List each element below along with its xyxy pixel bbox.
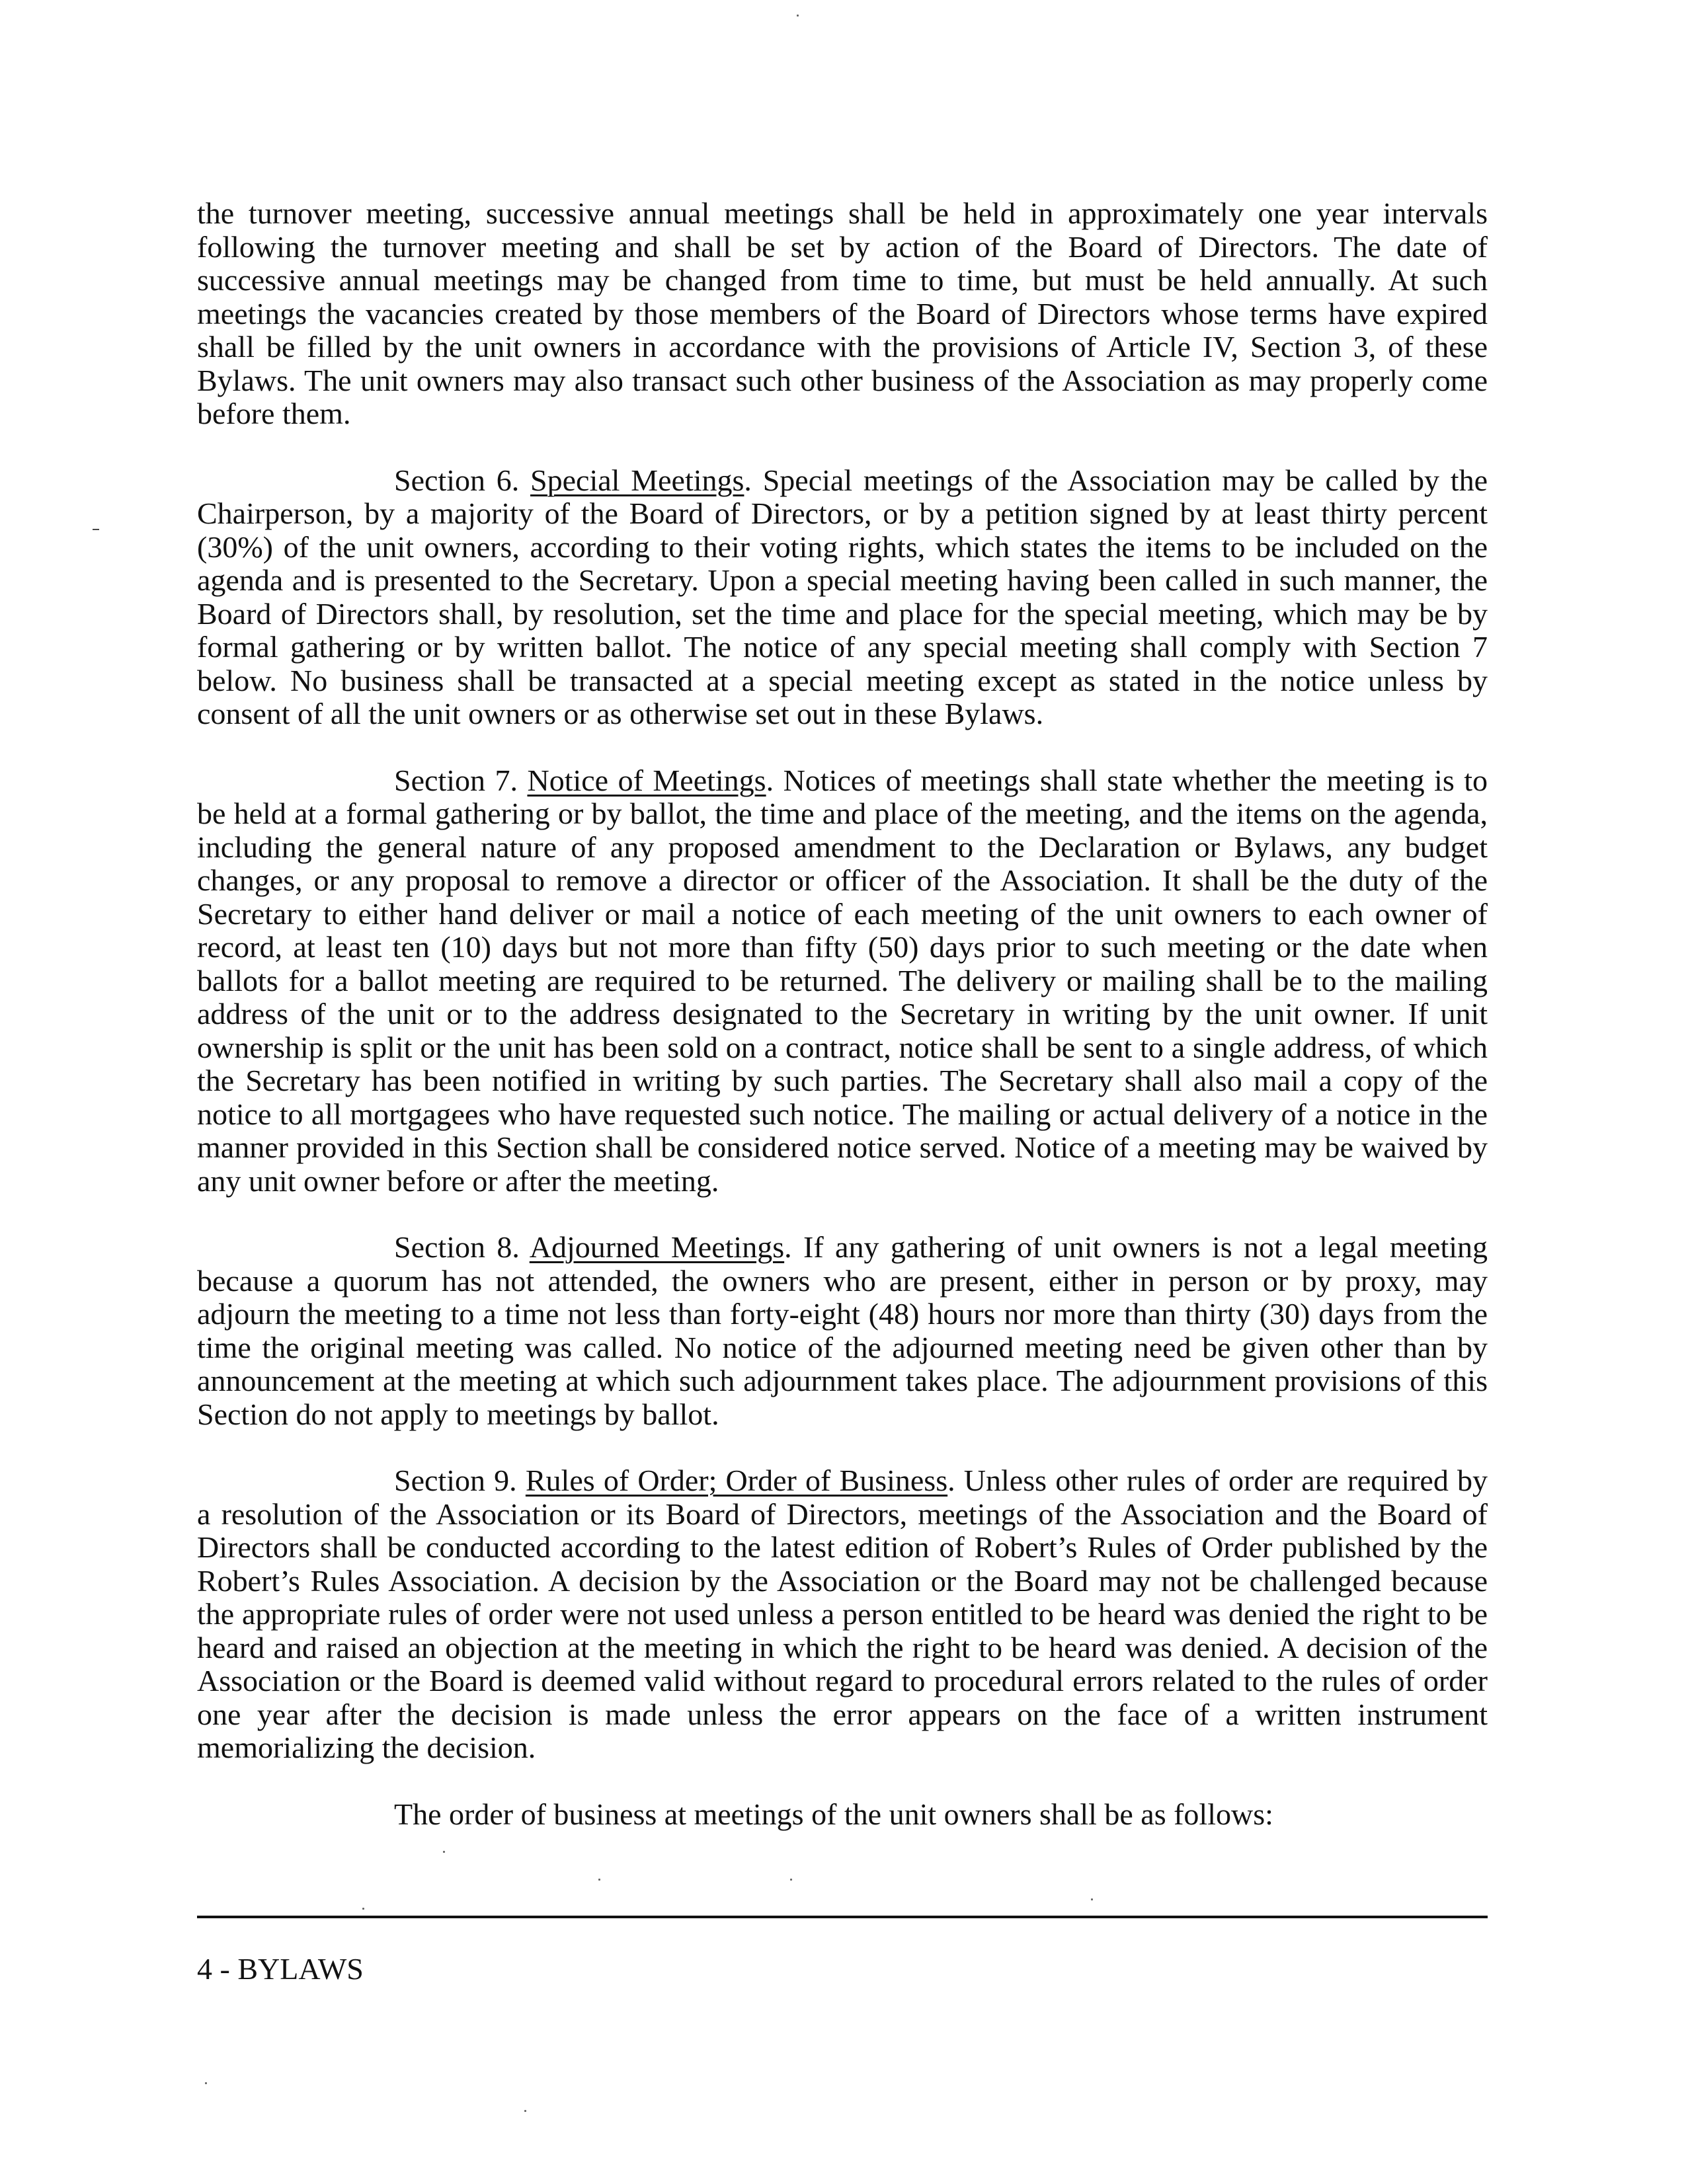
section-heading: Special Meetings	[530, 463, 744, 497]
scan-speck	[598, 1879, 600, 1881]
scan-speck	[790, 1879, 792, 1881]
scan-speck	[524, 2110, 526, 2112]
section-text: . Notices of meetings shall state whether the meeting is to be held at a formal gathering or by ballot, the time and place of the meeting, and the items on the agenda, including the general nature of any proposed amendment to the Declaration or Bylaws, any budget changes, or any proposal to remove a director or officer of the Association. It shall be the duty of the Secretary to either hand deliver or mail a notice of each meeting of the unit owners to each owner of record, at least ten (10) days but not more than fifty (50) days prior to such meeting or the date when ballots for a ballot meeting are required to be returned. The delivery or mailing shall be to the mailing address of the unit or to the address designated to the Secretary in writing by the unit owner. If unit ownership is split or the unit has been sold on a contract, notice shall be sent to a single address, of which the Secretary has been notified in writing by such parties. The Secretary shall also mail a copy of the notice to all mortgagees who have requested such notice. The mailing or actual delivery of a notice in the manner provided in this Section shall be considered notice served. Notice of a meeting may be waived by any unit owner before or after the meeting.	[197, 763, 1488, 1198]
margin-mark	[93, 529, 99, 530]
section-heading: Adjourned Meetings	[529, 1230, 785, 1264]
paragraph-text: the turnover meeting, successive annual meetings shall be held in approximately one year intervals following the turnover meeting and shall be set by action of the Board of Directors. The date of successive annual meetings may be changed from time to time, but must be held annually. At such meetings the vacancies created by those members of the Board of Directors whose terms have expired shall be filled by the unit owners in accordance with the provisions of Article IV, Section 3, of these Bylaws. The unit owners may also transact such other business of the Association as may properly come before them.	[197, 196, 1488, 430]
scan-speck	[1091, 1898, 1093, 1900]
section-number: Section 9.	[394, 1463, 517, 1497]
section-number: Section 6.	[394, 463, 520, 497]
paragraph-text: The order of business at meetings of the unit owners shall be as follows:	[394, 1797, 1273, 1831]
footer-label: 4 - BYLAWS	[197, 1952, 364, 1986]
section-number: Section 8.	[394, 1230, 520, 1264]
scan-speck	[362, 1908, 364, 1910]
scan-speck	[205, 2082, 207, 2084]
section-heading: Rules of Order; Order of Business	[525, 1463, 948, 1497]
document-body	[197, 197, 1488, 1831]
section-text: . If any gathering of unit owners is not a legal meeting because a quorum has not attended, the owners who are present, either in person or by proxy, may adjourn the meeting to a time not less than forty-eight (48) hours nor more than thirty (30) days from the time the original meeting was called. No notice of the adjourned meeting need be given other than by announcement at the meeting at which such adjournment takes place. The adjournment provisions of this Section do not apply to meetings by ballot.	[197, 1230, 1488, 1431]
scan-speck	[797, 15, 799, 17]
scan-speck	[443, 1851, 445, 1853]
section-7-notice-of-meetings	[197, 764, 1488, 1198]
section-6-special-meetings	[197, 464, 1488, 731]
section-number: Section 7.	[394, 763, 518, 797]
footer-rule	[197, 1916, 1488, 1918]
page-footer	[197, 1951, 364, 1987]
section-text: . Special meetings of the Association may be called by the Chairperson, by a majority of the Board of Directors, or by a petition signed by at least thirty percent (30%) of the unit owners, according to their voting rights, which states the items to be included on the agenda and is presented to the Secretary. Upon a special meeting having been called in such manner, the Board of Directors shall, by resolution, set the time and place for the special meeting, which may be by formal gathering or by written ballot. The notice of any special meeting shall comply with Section 7 below. No business shall be transacted at a special meeting except as stated in the notice unless by consent of all the unit owners or as otherwise set out in these Bylaws.	[197, 463, 1488, 730]
paragraph-continuation	[197, 197, 1488, 431]
section-9-rules-of-order	[197, 1464, 1488, 1765]
section-text: . Unless other rules of order are required by a resolution of the Association or its Board of Directors, meetings of the Association and the Board of Directors shall be conducted according to the latest edition of Robert’s Rules of Order published by the Robert’s Rules Association. A decision by the Association or the Board may not be challenged because the appropriate rules of order were not used unless a person entitled to be heard was denied the right to be heard and raised an objection at the meeting in which the right to be heard was denied. A decision of the Association or the Board is deemed valid without regard to procedural errors related to the rules of order one year after the decision is made unless the error appears on the face of a written instrument memorializing the decision.	[197, 1463, 1488, 1764]
order-of-business-intro	[197, 1798, 1488, 1832]
section-heading: Notice of Meetings	[527, 763, 766, 797]
section-8-adjourned-meetings	[197, 1231, 1488, 1431]
